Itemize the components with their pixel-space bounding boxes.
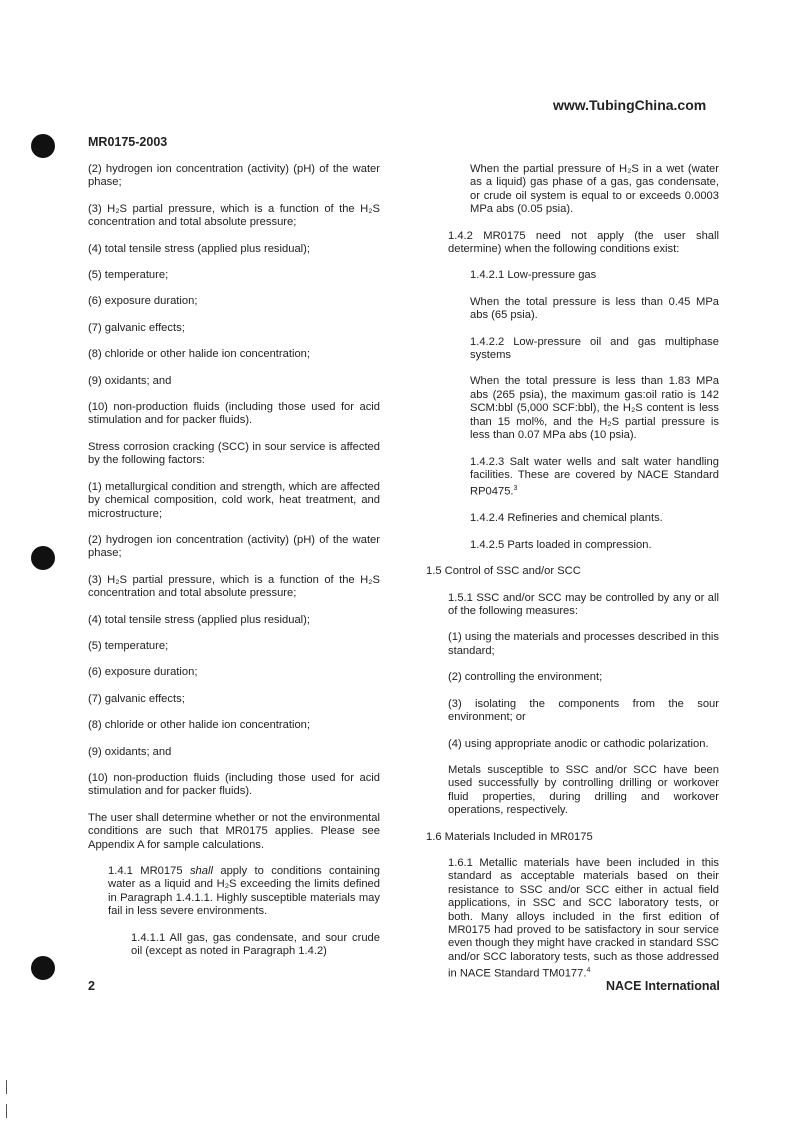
ssc-factor-10: (10) non-production fluids (including those used for acid stimulation and for packer fluids). [88, 401, 380, 427]
scc-factor-9: (9) oxidants; and [88, 745, 172, 758]
section-1-5-1: 1.5.1 SSC and/or SCC may be controlled by any or all of the following measures: [448, 591, 719, 618]
ssc-factor-8: (8) chloride or other halide ion concentration; [88, 348, 311, 361]
section-1-6-1-text: 1.6.1 Metallic materials have been included in this standard as acceptable materials based on their resistance to SSC and/or SCC either in actual field applications, in SSC and SCC laboratory tests, or both. Many alloys included in the first edition of MR0175 had proved to be satisfactory in sour service even though they might have cracked in standard SSC and/or SCC laboratory tests, such as those addressed in NACE Standard TM0177. [448, 856, 719, 980]
website-url: www.TubingChina.com [553, 97, 707, 113]
reference-3: 3 [513, 485, 518, 493]
page-number: 2 [88, 979, 95, 993]
shall-emphasis: shall [189, 865, 213, 877]
punch-hole [31, 546, 55, 570]
ssc-factor-4: (4) total tensile stress (applied plus residual); [88, 242, 310, 255]
measure-3: (3) isolating the components from the sour environment; or [448, 697, 719, 724]
right-column [426, 163, 719, 981]
user-determination: The user shall determine whether or not the environmental conditions are such that MR0175 applies. Please see Appendix A for sample calculations. [88, 811, 380, 851]
section-1-4-2-4: 1.4.2.4 Refineries and chemical plants. [470, 512, 663, 525]
scan-margin-mark [6, 1104, 7, 1118]
punch-hole [31, 956, 55, 980]
section-1-5-heading: 1.5 Control of SSC and/or SCC [426, 565, 581, 578]
scc-intro: Stress corrosion cracking (SCC) in sour service is affected by the following factors: [88, 440, 380, 467]
ssc-factor-7: (7) galvanic effects; [88, 321, 185, 334]
section-1-4-2-3 [470, 456, 719, 500]
section-1-4-1 [108, 865, 380, 919]
measure-2: (2) controlling the environment; [448, 671, 603, 684]
section-1-4-2-2: 1.4.2.2 Low-pressure oil and gas multiphase systems [470, 335, 719, 362]
section-1-6-heading: 1.6 Materials Included in MR0175 [426, 830, 593, 843]
ssc-factor-2: (2) hydrogen ion concentration (activity) (pH) of the water phase; [88, 163, 380, 189]
section-1-4-1-lead: 1.4.1 MR0175 [108, 865, 190, 877]
left-column [88, 163, 380, 958]
scc-factor-4: (4) total tensile stress (applied plus residual); [88, 613, 310, 626]
section-1-4-1-1: 1.4.1.1 All gas, gas condensate, and sour crude oil (except as noted in Paragraph 1.4.2) [131, 931, 380, 958]
section-1-4-2-1: 1.4.2.1 Low-pressure gas [470, 269, 597, 282]
scan-margin-mark [6, 1080, 7, 1094]
scc-factor-1: (1) metallurgical condition and strength, which are affected by chemical composition, cold work, heat treatment, and microstructure; [88, 480, 380, 520]
scc-factor-5: (5) temperature; [88, 639, 169, 652]
wet-gas-condition: When the partial pressure of H₂S in a wet (water as a liquid) gas phase of a gas, gas condensate, or crude oil system is equal to or exceeds 0.0003 MPa abs (0.05 psia). [470, 163, 719, 216]
document-id: MR0175-2003 [88, 135, 168, 149]
publisher: NACE International [606, 979, 720, 993]
measure-1: (1) using the materials and processes described in this standard; [448, 631, 719, 657]
low-pressure-gas-text: When the total pressure is less than 0.45 MPa abs (65 psia). [470, 295, 719, 322]
section-1-4-1-body: apply to conditions containing water as a liquid and H₂S exceeding the limits defined in Paragraph 1.4.1.1. Highly susceptible materials may fail in less severe environments. [108, 865, 380, 918]
salt-water-text: 1.4.2.3 Salt water wells and salt water handling facilities. These are covered by NACE Standard RP0475. [470, 455, 719, 499]
metals-paragraph: Metals susceptible to SSC and/or SCC have been used successfully by controlling drilling or workover fluid properties, during drilling and workover operations, respectively. [448, 763, 719, 817]
scc-factor-2: (2) hydrogen ion concentration (activity) (pH) of the water phase; [88, 533, 380, 560]
ssc-factor-9: (9) oxidants; and [88, 374, 172, 387]
ssc-factor-5: (5) temperature; [88, 269, 169, 282]
section-1-4-2-5: 1.4.2.5 Parts loaded in compression. [470, 538, 652, 551]
section-1-6-1 [448, 857, 719, 981]
scc-factor-8: (8) chloride or other halide ion concentration; [88, 719, 311, 732]
scc-factor-10: (10) non-production fluids (including those used for acid stimulation and for packer fluids). [88, 771, 380, 798]
measure-4: (4) using appropriate anodic or cathodic polarization. [448, 737, 709, 750]
scc-factor-7: (7) galvanic effects; [88, 692, 185, 705]
ssc-factor-6: (6) exposure duration; [88, 295, 198, 308]
reference-4: 4 [586, 967, 591, 975]
scc-factor-3: (3) H₂S partial pressure, which is a function of the H₂S concentration and total absolute pressure; [88, 573, 380, 600]
punch-hole [31, 134, 55, 158]
multiphase-text: When the total pressure is less than 1.83 MPa abs (265 psia), the maximum gas:oil ratio is 142 SCM:bbl (5,000 SCF:bbl), the H₂S content is less than 15 mol%, and the H₂S partial pressure is less than 0.07 MPa abs (10 psia). [470, 375, 719, 442]
scc-factor-6: (6) exposure duration; [88, 666, 198, 679]
section-1-4-2: 1.4.2 MR0175 need not apply (the user shall determine) when the following conditions exist: [448, 229, 719, 256]
ssc-factor-3: (3) H₂S partial pressure, which is a function of the H₂S concentration and total absolute pressure; [88, 202, 380, 229]
